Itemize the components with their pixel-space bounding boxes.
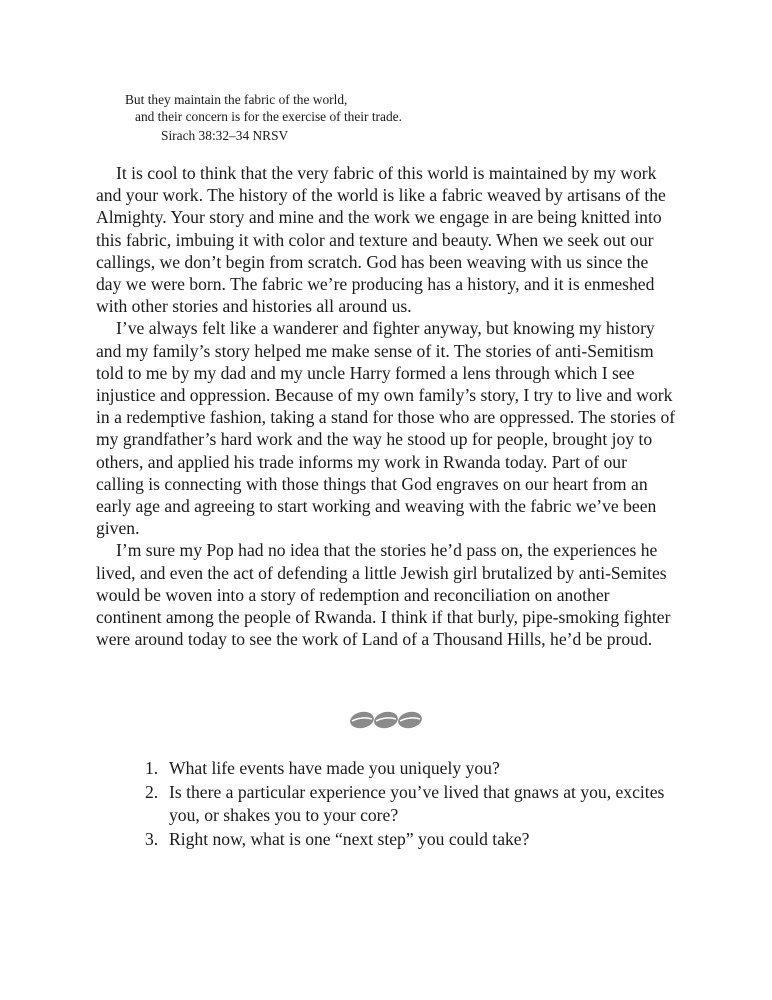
question-item: [145, 781, 665, 826]
question-item: [145, 757, 665, 779]
epigraph-citation: Sirach 38:32–34 NRSV: [161, 128, 289, 143]
question-text: Right now, what is one “next step” you could take?: [169, 829, 530, 850]
epigraph-line-2: and their concern is for the exercise of their trade.: [135, 109, 402, 124]
question-text: Is there a particular experience you’ve lived that gnaws at you, excites you, or shakes you to your core?: [169, 782, 665, 825]
paragraph-2: I’ve always felt like a wanderer and fighter anyway, but knowing my history and my family’s story helped me make sense of it. The stories of anti-Semitism told to me by my dad and my uncle Harry formed a lens through which I see injustice and oppression. Because of my own family’s story, I try to live and work in a redemptive fashion, taking a stand for those who are oppressed. The stories of my grandfather’s hard work and the way he stood up for people, brought joy to others, and applied his trade informs my work in Rwanda today. Part of our calling is connecting with those things that God engraves on our heart from an early age and agreeing to start working and weaving with the fabric we’ve been given.: [96, 318, 676, 539]
question-number: 3.: [145, 829, 159, 850]
question-item: [145, 828, 665, 850]
question-number: 1.: [145, 758, 159, 778]
question-number: 2.: [145, 782, 159, 803]
paragraph-1: It is cool to think that the very fabric of this world is maintained by my work and your work. The history of the world is like a fabric weaved by artisans of the Almighty. Your story and mine and the work we engage in are being knitted into this fabric, imbuing it with color and texture and beauty. When we seek out our callings, we don’t begin from scratch. God has been weaving with us since the day we were born. The fabric we’re producing has a history, and it is enmeshed with other stories and histories all around us.: [96, 163, 666, 317]
question-text: What life events have made you uniquely you?: [169, 758, 500, 778]
epigraph-line-1: But they maintain the fabric of the world,: [125, 92, 348, 107]
discussion-questions: [145, 757, 665, 853]
epigraph: [125, 91, 402, 144]
coffee-beans-ornament-icon: [349, 708, 423, 732]
body-text: [96, 162, 676, 650]
paragraph-3: I’m sure my Pop had no idea that the stories he’d pass on, the experiences he lived, and even the act of defending a little Jewish girl brutalized by anti-Semites would be woven into a story of redemption and reconciliation on another continent among the people of Rwanda. I think if that burly, pipe-smoking fighter were around today to see the work of Land of a Thousand Hills, he’d be proud.: [96, 540, 671, 650]
